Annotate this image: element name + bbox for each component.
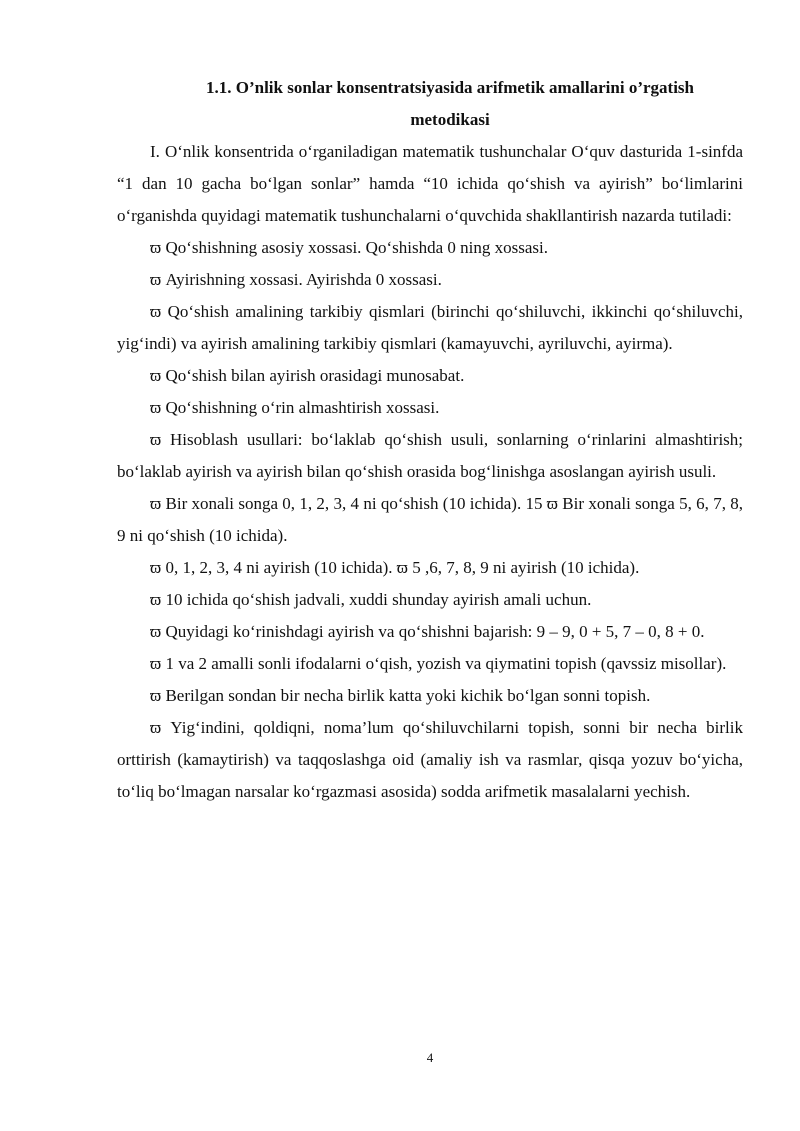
list-item	[117, 296, 743, 360]
list-item-text: 1 va 2 amalli sonli ifodalarni o‘qish, yozish va qiymatini topish (qavssiz misollar).	[165, 654, 727, 673]
list-item	[117, 360, 743, 392]
bullet-icon: ϖ	[150, 398, 162, 417]
bullet-icon: ϖ	[150, 718, 162, 737]
bullet-icon: ϖ	[150, 430, 162, 449]
bullet-icon: ϖ	[150, 270, 162, 289]
bullet-icon: ϖ	[150, 366, 162, 385]
list-item	[117, 552, 743, 584]
list-item	[117, 232, 743, 264]
bullet-icon: ϖ	[150, 302, 162, 321]
bullet-icon: ϖ	[150, 622, 162, 641]
section-heading-line-2: metodikasi	[410, 110, 490, 129]
bullet-icon: ϖ	[150, 238, 162, 257]
list-item-text: Ayirishning xossasi. Ayirishda 0 xossasi.	[165, 270, 442, 289]
list-item-text: Quyidagi ko‘rinishdagi ayirish va qo‘shishni bajarish: 9 – 9, 0 + 5, 7 – 0, 8 + 0.	[165, 622, 705, 641]
intro-paragraph: I. O‘nlik konsentrida o‘rganiladigan matematik tushunchalar O‘quv dasturida 1-sinfda “1 dan 10 gacha bo‘lgan sonlar” hamda “10 ichida qo‘shish va ayirish” bo‘limlarini o‘rganishda quyidagi matematik tushunchalarni o‘quvchida shakllantirish nazarda tutiladi:	[117, 142, 743, 225]
list-item	[117, 616, 743, 648]
list-item	[117, 648, 743, 680]
bullet-icon: ϖ	[150, 494, 162, 513]
list-item	[117, 712, 743, 808]
section-heading-line-1: 1.1. O’nlik sonlar konsentratsiyasida arifmetik amallarini o’rgatish	[206, 78, 694, 97]
list-item	[117, 584, 743, 616]
list-item-text: Qo‘shish bilan ayirish orasidagi munosabat.	[165, 366, 465, 385]
list-item-text: Qo‘shish amalining tarkibiy qismlari (birinchi qo‘shiluvchi, ikkinchi qo‘shiluvchi, yig‘indi) va ayirish amalining tarkibiy qismlari (kamayuvchi, ayriluvchi, ayirma).	[117, 302, 744, 353]
list-item-text: Hisoblash usullari: bo‘laklab qo‘shish usuli, sonlarning o‘rinlarini almashtirish; bo‘laklab ayirish va ayirish bilan qo‘shish orasida bog‘linishga asoslangan ayirish usuli.	[117, 430, 744, 481]
list-item-text: Qo‘shishning o‘rin almashtirish xossasi.	[165, 398, 440, 417]
list-item-text: 10 ichida qo‘shish jadvali, xuddi shunday ayirish amali uchun.	[165, 590, 592, 609]
list-item-text: Qo‘shishning asosiy xossasi. Qo‘shishda 0 ning xossasi.	[165, 238, 548, 257]
bullet-icon: ϖ	[150, 590, 162, 609]
page-number: 4	[426, 1050, 434, 1065]
list-item	[117, 488, 743, 552]
bullet-icon: ϖ	[150, 654, 162, 673]
section-heading	[117, 72, 743, 136]
list-item	[117, 264, 743, 296]
list-item-text: Berilgan sondan bir necha birlik katta yoki kichik bo‘lgan sonni topish.	[165, 686, 651, 705]
document-page	[117, 72, 743, 808]
bullet-icon: ϖ	[150, 686, 162, 705]
bullet-icon: ϖ	[150, 558, 162, 577]
list-item	[117, 424, 743, 488]
list-item	[117, 680, 743, 712]
list-item-text: 0, 1, 2, 3, 4 ni ayirish (10 ichida). ϖ 5 ,6, 7, 8, 9 ni ayirish (10 ichida).	[165, 558, 640, 577]
list-item-text: Bir xonali songa 0, 1, 2, 3, 4 ni qo‘shish (10 ichida). 15 ϖ Bir xonali songa 5, 6, 7, 8, 9 ni qo‘shish (10 ichida).	[117, 494, 744, 545]
list-item-text: Yig‘indini, qoldiqni, noma’lum qo‘shiluvchilarni topish, sonni bir necha birlik orttirish (kamaytirish) va taqqoslashga oid (amaliy ish va rasmlar, qisqa yozuv bo‘yicha, to‘liq bo‘lmagan narsalar ko‘rgazmasi asosida) sodda arifmetik masalalarni yechish.	[117, 718, 744, 801]
list-item	[117, 392, 743, 424]
